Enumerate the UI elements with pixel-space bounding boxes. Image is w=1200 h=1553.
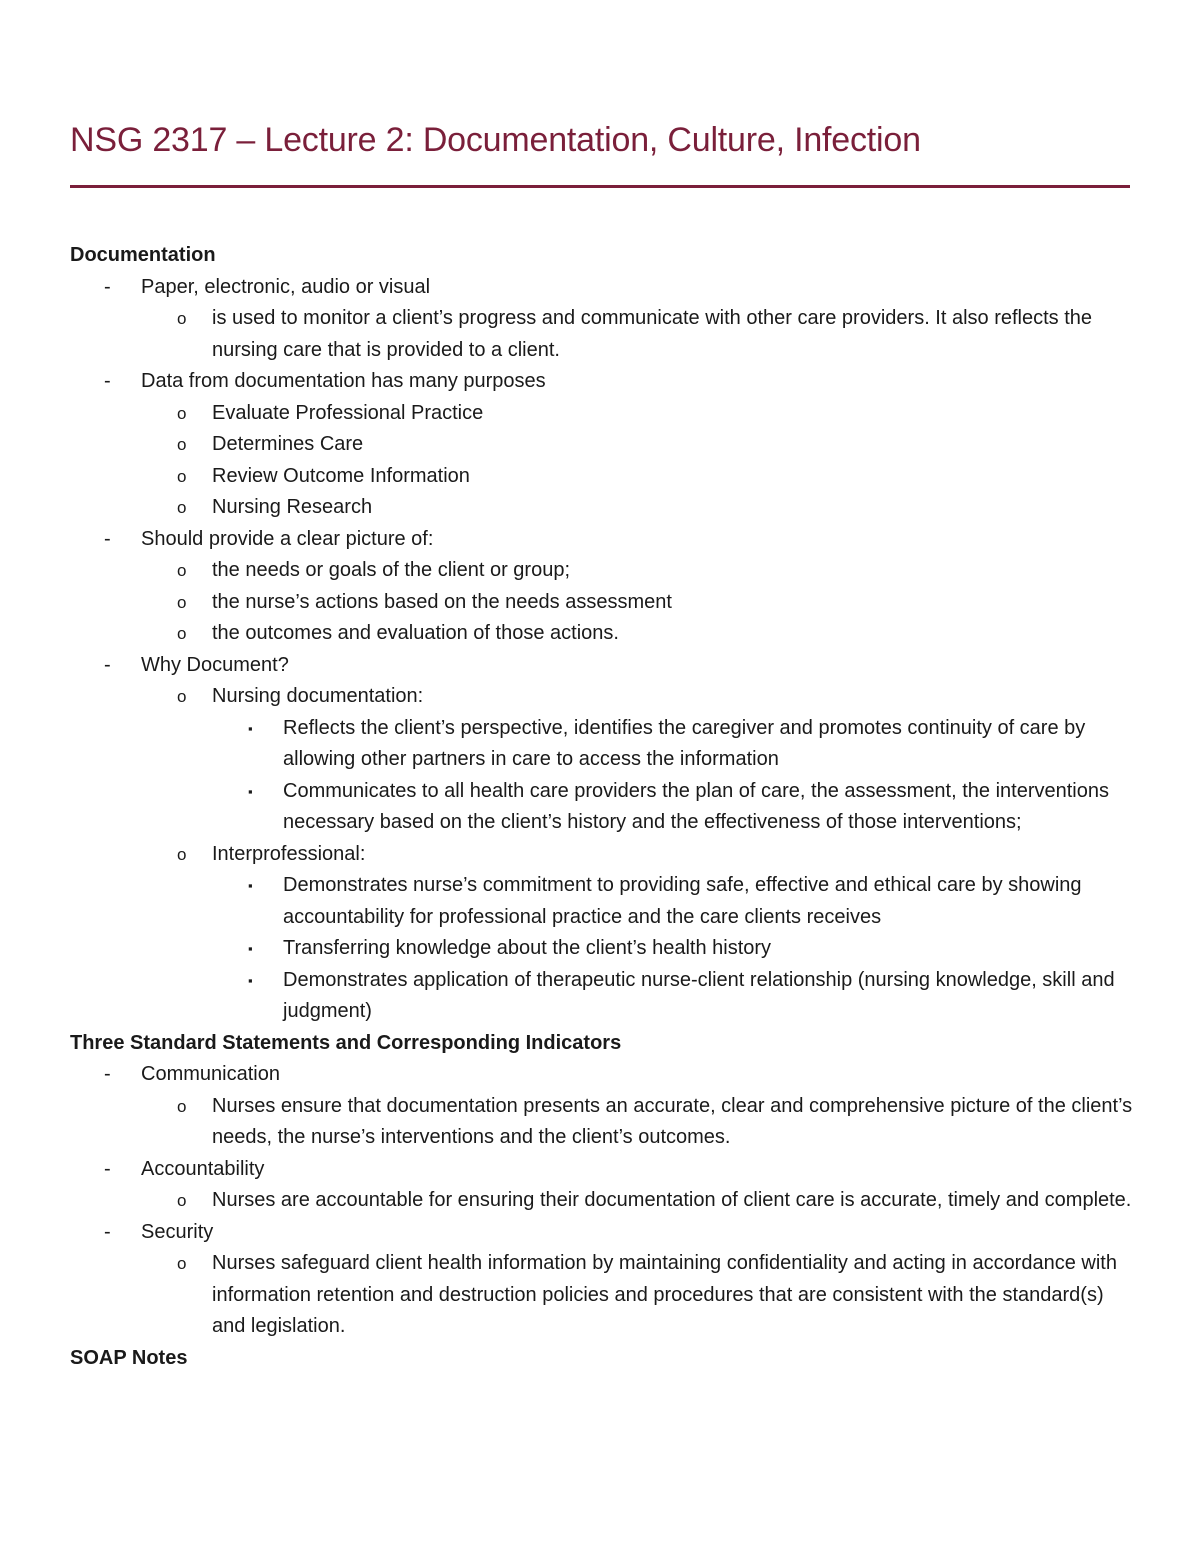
sub-list: [212, 713, 1140, 839]
list-item-level-2: [141, 492, 1140, 524]
list-item-level-2: [141, 429, 1140, 461]
bullet-marker-icon: -: [104, 275, 111, 298]
list-item-text: Nursing Research: [212, 496, 373, 518]
list-item-text: the nurse’s actions based on the needs assessment: [212, 590, 672, 613]
bullet-marker-icon: ▪: [248, 972, 253, 988]
list-item-level-3: [212, 870, 1140, 933]
list-item-level-2: [141, 839, 1140, 1028]
standards-list: [70, 1059, 1140, 1343]
bullet-marker-icon: o: [177, 561, 187, 580]
bullet-marker-icon: o: [177, 844, 187, 864]
list-item-level-2: [141, 1185, 1140, 1217]
bullet-marker-icon: o: [177, 466, 187, 486]
list-item-level-1: [70, 1217, 1140, 1343]
list-item-text: Evaluate Professional Practice: [212, 401, 484, 424]
bullet-marker-icon: o: [177, 624, 187, 643]
bullet-marker-icon: -: [104, 370, 111, 392]
documentation-list: [70, 272, 1140, 1028]
sub-list: [212, 870, 1140, 1028]
sub-list: [141, 398, 1140, 524]
section-heading-documentation: Documentation: [70, 244, 216, 266]
list-item-text: Nursing documentation:: [212, 685, 424, 707]
bullet-marker-icon: o: [177, 687, 187, 706]
bullet-marker-icon: o: [177, 592, 187, 612]
list-item-text: Transferring knowledge about the client’s health history: [283, 937, 772, 959]
list-item-level-2: [141, 303, 1140, 366]
list-item-text: Communication: [141, 1063, 280, 1085]
list-item-level-3: [212, 776, 1140, 839]
list-item-level-1: [70, 650, 1140, 1028]
list-item-text: Security: [141, 1220, 214, 1243]
bullet-marker-icon: o: [177, 1191, 187, 1210]
sub-list: [141, 1091, 1140, 1154]
sub-list: [141, 303, 1140, 366]
list-item-text: the outcomes and evaluation of those actions.: [212, 622, 619, 644]
bullet-marker-icon: ▪: [248, 941, 253, 956]
list-item-level-1: [70, 1059, 1140, 1154]
list-item-level-1: [70, 366, 1140, 524]
list-item-text: Nurses safeguard client health information by maintaining confidentiality and acting in accordance with information retention and destruction policies and procedures that are consistent with the standard(s) and legislation.: [212, 1252, 1117, 1337]
list-item-level-2: [141, 1091, 1140, 1154]
title-divider: [70, 185, 1130, 188]
list-item-level-3: [212, 933, 1140, 965]
list-item-level-3: [212, 965, 1140, 1028]
list-item-level-2: [141, 461, 1140, 493]
document-body: [70, 240, 1140, 1374]
bullet-marker-icon: o: [177, 498, 187, 517]
list-item-level-2: [141, 681, 1140, 839]
section-heading-standards: Three Standard Statements and Corresponding Indicators: [70, 1031, 622, 1054]
bullet-marker-icon: o: [177, 1096, 187, 1116]
list-item-level-2: [141, 555, 1140, 587]
list-item-text: Should provide a clear picture of:: [141, 527, 434, 550]
bullet-marker-icon: o: [177, 309, 187, 328]
bullet-marker-icon: -: [104, 1220, 111, 1243]
list-item-level-1: [70, 1154, 1140, 1217]
list-item-text: Accountability: [141, 1157, 265, 1180]
list-item-level-2: [141, 618, 1140, 650]
bullet-marker-icon: -: [104, 1157, 111, 1180]
bullet-marker-icon: -: [104, 653, 111, 676]
sub-list: [141, 1185, 1140, 1217]
bullet-marker-icon: ▪: [248, 720, 253, 736]
list-item-text: Review Outcome Information: [212, 464, 470, 487]
bullet-marker-icon: o: [177, 435, 187, 454]
section-heading-soap-notes: SOAP Notes: [70, 1346, 188, 1369]
list-item-text: Determines Care: [212, 433, 364, 455]
bullet-marker-icon: -: [104, 527, 111, 550]
list-item-text: Reflects the client’s perspective, identifies the caregiver and promotes continuity of care by allowing other partners in care to access the information: [283, 716, 1086, 770]
list-item-level-3: [212, 713, 1140, 776]
sub-list: [141, 555, 1140, 650]
list-item-level-2: [141, 1248, 1140, 1343]
bullet-marker-icon: ▪: [248, 783, 253, 799]
list-item-level-1: [70, 272, 1140, 367]
bullet-marker-icon: o: [177, 1254, 187, 1273]
list-item-level-2: [141, 398, 1140, 430]
list-item-level-1: [70, 524, 1140, 650]
list-item-text: Paper, electronic, audio or visual: [141, 275, 431, 298]
list-item-text: the needs or goals of the client or group;: [212, 559, 571, 581]
list-item-text: is used to monitor a client’s progress and communicate with other care providers. It also reflects the nursing care that is provided to a client.: [212, 307, 1093, 361]
sub-list: [141, 1248, 1140, 1343]
bullet-marker-icon: ▪: [248, 878, 253, 893]
list-item-text: Data from documentation has many purposes: [141, 370, 546, 392]
list-item-text: Nurses are accountable for ensuring their documentation of client care is accurate, timely and complete.: [212, 1189, 1132, 1211]
list-item-text: Communicates to all health care providers the plan of care, the assessment, the interventions necessary based on the client’s history and the effectiveness of those interventions;: [283, 779, 1109, 833]
list-item-text: Why Document?: [141, 653, 289, 676]
list-item-level-2: [141, 587, 1140, 619]
bullet-marker-icon: o: [177, 403, 187, 423]
list-item-text: Demonstrates nurse’s commitment to providing safe, effective and ethical care by showing accountability for professional practice and the care clients receives: [283, 874, 1082, 928]
sub-list: [141, 681, 1140, 1028]
bullet-marker-icon: -: [104, 1063, 111, 1085]
list-item-text: Interprofessional:: [212, 842, 366, 865]
list-item-text: Demonstrates application of therapeutic nurse-client relationship (nursing knowledge, skill and judgment): [283, 968, 1115, 1022]
page-title: NSG 2317 – Lecture 2: Documentation, Culture, Infection: [70, 121, 921, 159]
list-item-text: Nurses ensure that documentation presents an accurate, clear and comprehensive picture of the client’s needs, the nurse’s interventions and the client’s outcomes.: [212, 1094, 1133, 1148]
